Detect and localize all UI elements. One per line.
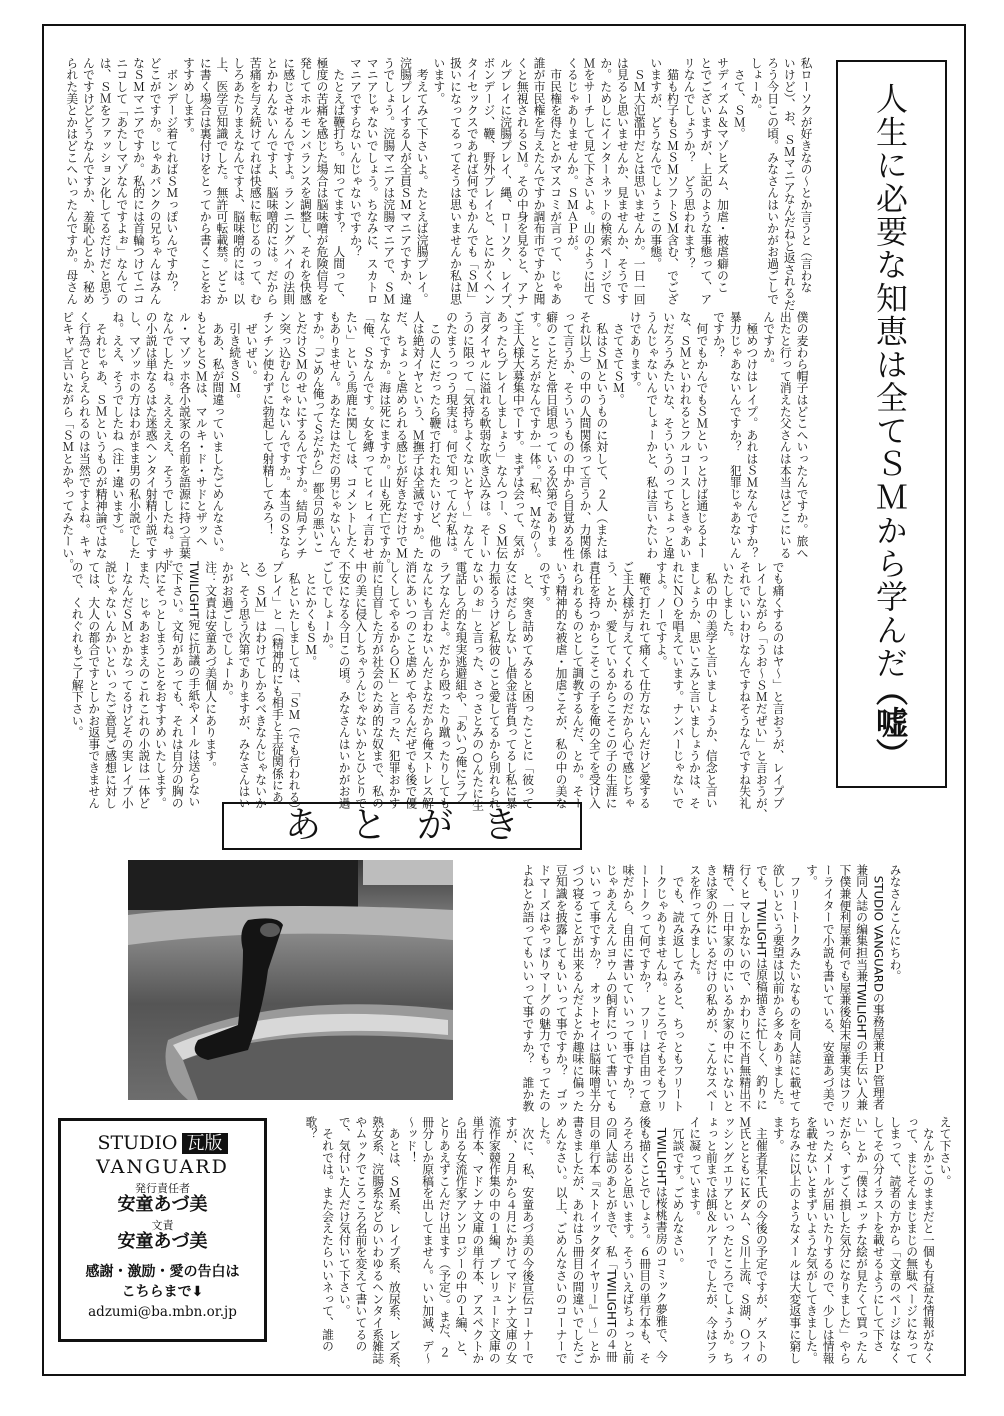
- text-column: リなんでしょうか？ どう思われます？: [682, 57, 697, 270]
- text-column: いいって事ですか？ オットセイは脳味噌半分: [587, 864, 602, 1112]
- text-column: なんにも言わないんだよなだから俺ストレス解: [420, 561, 435, 809]
- contact-line-2: こちらまで⬇: [121, 1284, 204, 1300]
- text-column: ましょうか、思いこみと言いましょうかは、そ: [687, 561, 702, 809]
- text-column: してその分イラストを載せるようにして下さ: [871, 1116, 886, 1352]
- text-column: だから、すごく損した気分になりました」やら: [837, 1116, 852, 1364]
- text-column: で、気付いた人だけ気付いて下さい。: [337, 1116, 352, 1317]
- text-column: と、そう思う次第でありますが、みなさんはい: [237, 561, 251, 809]
- text-column: 私ローソクが好きなの〜とか言うと（言わな: [799, 57, 813, 293]
- text-column: ごしでしょーか。: [320, 561, 335, 656]
- text-column: ないのぉ」と言った、さっさとみの○んたに生: [470, 561, 485, 811]
- text-column: ドマーズはやっぱりマーグの魅力でもってたの: [537, 864, 552, 1112]
- text-column: サディズム＆マゾヒズム、加虐・被虐癖のこ: [715, 57, 730, 293]
- text-column: 説じゃないんかいといったご意見ご感想に対し: [103, 561, 118, 809]
- text-column: また、じゃあおまえのこれこれの小説は一体ど: [136, 561, 151, 809]
- text-column: な、ＳＭといわれるとフルコースしときゃあい: [678, 311, 693, 559]
- text-column: ちなみに以上のようなメールは大変返事に窮し: [787, 1116, 802, 1364]
- text-column: すよ。ノーですよ。: [654, 561, 669, 668]
- text-column: 扱いになってるってそうは思いませんか私は思: [448, 57, 463, 305]
- text-column: いたしました。: [720, 561, 735, 644]
- text-column: られた美とかはどこへいったんですか。母さん: [64, 57, 79, 305]
- text-column: だ、ちょっと虐められる感じが好きなだけでＭ: [394, 311, 409, 559]
- text-column: う、とか、愛しているからこそこの子の生涯に: [604, 561, 619, 809]
- text-column: しょーか。: [748, 57, 763, 116]
- text-column: と、突き詰めてみると困ったことに「彼って: [520, 561, 535, 809]
- text-column: ね。ええ、そうでしたね（注・違います）。: [110, 311, 125, 542]
- title-note: （嘘）: [871, 674, 909, 770]
- text-column: ＳＭ大氾濫中だとは思いませんか。一日一回: [632, 57, 647, 305]
- text-column: みなさんこんにちわ。: [888, 864, 902, 982]
- text-column: ご主人様が与えてくれるのだから心で感じちゃ: [620, 561, 635, 809]
- sea-lion-statue-photo: [128, 860, 453, 1100]
- text-column: い」とか「僕はエッチな絵が見たくて買ったん: [854, 1116, 869, 1364]
- text-column: さてさてＳＭ。: [611, 311, 626, 406]
- text-column: それじゃあ、ＳＭというものが精神論ではな: [94, 311, 109, 559]
- afterword-heading: あとがき: [222, 802, 582, 850]
- text-column: この人にだったら鞭で打たれたいけど、他の: [427, 311, 442, 559]
- text-column: 下僕兼便利屋兼何でも屋兼後始末屋兼実はフリ: [837, 864, 852, 1112]
- text-column: 私の中の美学と言いましょうか、信念と言い: [704, 561, 719, 809]
- studio-label: STUDIO: [97, 1132, 178, 1154]
- text-column: STUDIO VANGUARDの事務屋兼ＨＰ管理者: [871, 864, 886, 1111]
- email-address: adzumi@ba.mbn.or.jp: [88, 1304, 237, 1320]
- text-column: 次に、私、安童あづ美の今後宣伝コーナーで: [520, 1116, 535, 1364]
- text-column: ン突っ込むんじゃないんですか。本当のＳなら: [277, 311, 292, 559]
- text-column: んですけどどうなんですか、羞恥心とか、秘め: [81, 57, 96, 305]
- contact-line-1: 感謝・激励・愛の告白は: [85, 1264, 240, 1280]
- text-column: ーライターで小説も書いている、安童あづ美で: [821, 864, 836, 1112]
- text-column: ル・マゾッホ各小説家の名前を語源に持つ言葉: [177, 311, 192, 559]
- text-column: ああ、私が間違っていましたごめんなさい。: [210, 311, 225, 559]
- text-column: 責任を持つからこそこの子を俺の全てを受け入: [587, 561, 602, 809]
- text-column: えて下さい。: [938, 1116, 952, 1187]
- author-label: 文責: [151, 1219, 174, 1232]
- text-column: 誰が市民権を与えたんですか調布市ですかと聞: [532, 57, 546, 305]
- text-column: 単行本、マドンナ文庫の単行本、アスペクトか: [470, 1116, 485, 1364]
- text-column: ニコして「あたしマゾなんですよぉ」なんての: [114, 57, 129, 305]
- text-column: 精で、一日中家の中にいるか家の中にいないと: [721, 864, 736, 1112]
- text-column: 電話しろ的な現実逃避組や、「あいつ俺にラブ: [453, 561, 468, 803]
- text-column: タイセックスであれば何でもかんでも「ＳＭ」: [465, 57, 480, 305]
- text-column: の同人誌のあとがきで、私「TWILIGHTの４冊: [604, 1116, 619, 1363]
- text-column: の小説は単なるはた迷惑ヘンタイ射精小説です: [144, 311, 159, 559]
- kawaraban-badge: 瓦版: [182, 1133, 228, 1154]
- text-column: 何でもかんでもＳＭといっとけば通じるよー: [694, 311, 709, 559]
- text-column: 中の美に侵入しちゃうんじゃないかとひとりで: [353, 561, 368, 809]
- text-column: 目の単行本『ストイックダイヤリー』〜」とか: [587, 1116, 602, 1364]
- text-column: うんじゃないんでしょーかと、私は言いたいわ: [644, 311, 659, 559]
- text-column: づつ寝ることが出来るんだよとか趣味に偏った: [570, 864, 585, 1112]
- publisher-label: 発行責任者: [135, 1182, 190, 1195]
- page-title: 人生に必要な知恵は全てＳＭから学んだ: [871, 82, 909, 680]
- text-column: く行為でとらえられるのは当然ですよね。キャ: [77, 311, 92, 559]
- text-column: ピキャピ言いながら「ＳＭとかやってみたーい。: [60, 311, 75, 571]
- text-column: 前に自首した方が社会のため的な奴まで、私の: [370, 561, 385, 809]
- text-column: なＳＭマニアですか。私的には首輪つけてニコ: [131, 57, 146, 305]
- text-column: すか。「ごめん俺ってＳだから」都合の悪いこ: [311, 311, 326, 553]
- text-column: きは家の外にいるだけの私めが、こんなスペー: [704, 864, 719, 1112]
- text-column: 女にはだらしないし借金は背負ってるし私に暴: [504, 561, 518, 809]
- text-column: フリートークみたいなものを同人誌に載せて: [787, 864, 802, 1112]
- text-column: 人は絶対イヤという、Ｍ撫子は全滅ですか。た: [411, 311, 426, 559]
- text-column: 不安になる今日この頃。みなさんはいかがお過: [337, 561, 352, 809]
- text-column: 暴力じゃあないんですか？ 犯罪じゃあないん: [728, 311, 743, 559]
- text-column: は見ると思いませんか、見ませんか、そうです: [615, 57, 630, 305]
- text-column: じゃあえんえんヨウムの飼育について書いても: [604, 864, 619, 1112]
- text-column: か。ためしにインターネットの検索ページでＳ: [598, 57, 613, 305]
- text-column: は、ＳＭをファッション化してるだけだと思う: [98, 57, 113, 305]
- text-column: 言ダイヤルに溢れる軟弱な吹き込みは。そーい: [477, 311, 492, 559]
- text-column: なんですか。海は死にますか。山も死亡ですか。: [377, 311, 392, 571]
- text-column: ぜいぜい。: [244, 311, 259, 382]
- text-column: います。: [431, 57, 446, 105]
- text-column: 熟女系、浣腸系などのいわゆるヘンタイ系雑誌: [370, 1116, 385, 1364]
- text-column: に書く場合は裏付けをとってから書くことをお: [198, 57, 213, 305]
- text-column: 市民権を得たとかマスコミが言って、じゃあ: [548, 57, 563, 305]
- text-column: それ以上）の中の人間関係って言うか、力関係: [578, 311, 593, 559]
- text-column: 冊分しか原稿を出してません。いい加減、デ〜: [420, 1116, 435, 1364]
- text-column: し、マゾッホの方はわがまま男の私小説でした: [127, 311, 142, 559]
- text-column: ょっと前までは餌＆ルアーでしたが、今はフラ: [704, 1116, 719, 1364]
- text-column: マニアですらないんじゃないですか？: [348, 57, 363, 258]
- text-column: うのに限って「気持ちよくないとヤ〜」なんて: [461, 311, 476, 559]
- publisher-name: 安童あづ美: [117, 1194, 208, 1215]
- text-column: ろそろ出ると思います。そういえばちょっと前: [620, 1116, 635, 1364]
- text-column: いけど）、お、ＳＭマニアなんだねと返されるだ: [782, 57, 797, 311]
- text-column: 私といたしましては、「ＳＭ（でも行われる）: [287, 561, 302, 815]
- afterword-tier-2: [302, 1116, 953, 1376]
- essay-tier-3: [68, 561, 786, 821]
- text-column: さて、ＳＭ。: [732, 57, 747, 140]
- text-column: くと無視されるＳＭ。その中身を見ると、アナ: [515, 57, 530, 305]
- text-column: もともとＳＭは、マルキ・ド・サドとザッヘ: [194, 311, 209, 547]
- text-column: とりあえずこんだけ出ます（予定）。まだ、２: [437, 1116, 452, 1358]
- text-column: Ｍをサーチして見て下さいよ。山のように出て: [582, 57, 597, 305]
- text-column: ボンデージ着てればＳＭっぽいんですか？: [164, 57, 179, 293]
- text-column: Ｍ氏とともにＫダム、Ｓ川上流、Ｓ湖、Ｏフィ: [737, 1116, 752, 1364]
- text-column: ートークって何ですか？ フリーは自由って意: [637, 864, 652, 1112]
- text-column: 鞭で打たれて痛くて仕方ないんだけど愛する: [637, 561, 652, 809]
- afterword-tier-1: [519, 864, 903, 1112]
- text-column: TWILIGHT宛に抗議の手紙やメールは送らない: [186, 561, 201, 808]
- text-column: って、まじそんまじまじの無駄ページになって: [904, 1116, 919, 1364]
- text-column: 行くヒマしかないので、かわりに不肖無精出不: [737, 864, 752, 1112]
- text-column: 極度の苦痛を感じた場合は脳味噌が危険信号を: [315, 57, 330, 305]
- text-column: めんなさい。以上、ごめんなさいのコーナーで: [554, 1116, 569, 1364]
- text-column: たい」という馬鹿に関しては、コメントしたく: [344, 311, 359, 559]
- text-column: んですか。: [761, 311, 776, 370]
- text-column: いったメールが届いたりするので、少しは情報: [821, 1116, 836, 1364]
- text-column: たとえば鞭打ち。知ってます？ 人間って、: [331, 57, 346, 305]
- text-column: いだろうみたいな、そういうのってちょっと違: [661, 311, 676, 559]
- text-column: あとは、ＳＭ系、レイプ系、放尿系、レズ系、: [387, 1116, 402, 1376]
- title-box: [836, 60, 947, 788]
- text-column: いますが、どうなんでしょうこの事態。: [648, 57, 663, 270]
- text-column: 引き続きＳＭ。: [227, 311, 242, 406]
- text-column: 冗談です。ごめんなさい。: [671, 1116, 685, 1270]
- text-column: チンチン使わずに勃起して射精してみろ！: [261, 311, 275, 536]
- text-column: ですか？: [711, 311, 726, 359]
- text-column: した。: [537, 1116, 552, 1152]
- text-column: ラブなんだよ。だから殴ったり蹴ったりしても: [437, 561, 452, 809]
- text-column: る）ＳＭ」はわけてしかるべきなんじゃないか: [253, 561, 268, 809]
- text-column: でも、読み返してみると、ちっともフリート: [671, 864, 686, 1112]
- text-column: あったらプレイしましょう」なんつー、ＳＭ伝: [494, 311, 509, 559]
- text-column: ーなんだＳＭとかなってるけどその実レイプ小: [120, 561, 135, 809]
- text-column: うでしょう。浣腸マニアは浣腸マニアで、ＳＭ: [381, 57, 396, 305]
- studio-name-line: [61, 1131, 264, 1156]
- text-column: って言うか、そういうものの中から目覚める性: [561, 311, 576, 559]
- text-column: 歌？: [303, 1116, 318, 1140]
- text-column: のたまうっつう現実は。何で知ってんだ私は。: [444, 311, 459, 559]
- text-column: 注：文責は安童あづ美個人にあります。: [203, 561, 218, 774]
- text-column: れにＮＯを唱えています。ナンバーじゃないで: [670, 561, 685, 809]
- text-column: 出たと行って消えた父さんは本当はどこにいる: [778, 311, 793, 559]
- text-column: す。ところがなんですか一体。「私、Ｍなの〜。: [528, 311, 542, 565]
- text-column: 「俺、Ｓなんです。女を縛ってヒィヒィ言わせ: [361, 311, 376, 559]
- text-column: どこがですか。じゃあパンクの兄ちゃんはみん: [148, 57, 163, 305]
- text-column: なんでしたね。えええええ、そうでしたね。サド: [160, 311, 175, 571]
- text-column: 浣腸プレイする人が全員ＳＭマニアですか、違: [398, 57, 413, 305]
- text-column: 豆知識を披露してもいいって事ですか？ ゴッ: [554, 864, 569, 1112]
- text-column: ます。: [771, 1116, 786, 1152]
- text-column: レイしながら「うお〜ＳＭだぜい」と言おうが、: [754, 561, 769, 821]
- text-column: しろあたりまえなんですよ、脳味噌的には。以: [231, 57, 246, 305]
- text-column: 内にそっとしまうことをおすすめいたします。: [153, 561, 168, 809]
- text-column: 消にあいつのこと虐めてやるんだぜでも後で優: [403, 561, 418, 809]
- text-column: 欲しいという要望は以前から多々ありました。: [771, 864, 786, 1112]
- text-column: 私はＳＭというものに対して、２人（または: [594, 311, 609, 559]
- text-column: す。: [804, 864, 819, 888]
- text-column: 味だから、自由に書いていいって事ですか？: [621, 864, 635, 1100]
- text-column: 苦痛を与え続けてれば快感に転じるのって、む: [248, 57, 263, 305]
- text-column: 考えてみて下さいよ。たとえば浣腸プレイ。: [415, 57, 430, 305]
- text-column: を載せないとまずいような気がしてきました。: [804, 1116, 819, 1364]
- text-column: ので、くれぐれもご了解下さい。: [70, 561, 85, 738]
- text-column: プレイ」と「（精神的にも相手と主従関係にあ: [270, 561, 285, 803]
- vanguard-label: VANGUARD: [96, 1156, 229, 1178]
- text-column: ッシングエリアといったところでしょうか。ち: [721, 1116, 736, 1364]
- text-column: ボンデージ、鞭、野外プレイと、とにかくヘン: [481, 57, 496, 305]
- text-column: 〜ッド！: [404, 1116, 418, 1164]
- text-column: すが、２月から４月にかけてマドンナ文庫の女: [504, 1116, 519, 1364]
- colophon-box: [58, 1118, 267, 1342]
- text-column: よねとか語ってもいいって事ですか？ 誰か教: [520, 864, 535, 1112]
- text-column: イに凝っています。: [687, 1116, 702, 1223]
- text-column: もありません。あなたはただの男じゃないんで: [327, 311, 342, 559]
- text-column: 書きましたが、あれは５冊目の間違いでしたご: [570, 1116, 585, 1364]
- text-column: かがお過ごしでしょーか。: [220, 561, 235, 703]
- text-column: 後も描くことでしょう。６冊目の単行本も、そ: [637, 1116, 652, 1364]
- text-column: ご主人様大募集中でーす。まずは会って、気が: [511, 311, 526, 559]
- text-column: 猫も杓子もＳＭＳＭソフトＳＭ含む、でござ: [665, 57, 680, 305]
- text-column: のです。: [537, 561, 552, 609]
- text-column: ら出る女流作家アンソロジーの中の１編、と、: [454, 1116, 469, 1364]
- author-name: 安童あづ美: [117, 1231, 208, 1252]
- text-column: とでございますが、上記のような事態って、ア: [698, 57, 713, 305]
- text-column: 兼同人誌の編集担当兼TWILIGHTの手伝い人兼: [854, 864, 869, 1111]
- essay-tier-2: [59, 311, 810, 571]
- text-column: 癖のことだと常日頃思っている次第でありま: [544, 311, 559, 547]
- text-column: ろう今日この頃。みなさんはいかがお過ごしで: [765, 57, 780, 305]
- text-column: 主催者某Ｔ氏の今後の予定ですが、ゲストの: [754, 1116, 769, 1364]
- text-column: すすめします。: [181, 57, 196, 140]
- text-column: いう精神的な被虐・加虐こそが、私の中の美な: [554, 561, 569, 809]
- text-column: 力振るうけど私彼のこと愛してるから別れられ: [487, 561, 502, 809]
- text-column: 上、医学豆知識でした。無許可転載禁。どこか: [214, 57, 229, 305]
- text-column: なんかこのままだと一個も有益な情報がなく: [921, 1116, 936, 1364]
- text-column: やムックでころころ名前を変えて書いてるの: [353, 1116, 368, 1352]
- text-column: 流作家競作集の中の１編、プレリュード文庫の: [487, 1116, 502, 1364]
- text-column: に感じさせるんですよ。ランニングハイの法則: [281, 57, 296, 305]
- text-column: で下さい。文句があっても、それは自分の胸の: [170, 561, 185, 809]
- text-column: 発してホルモンバランスを調整し、それを快感: [298, 57, 313, 305]
- text-column: スを作ってみました。: [687, 864, 702, 982]
- text-column: とかわんないんですよ、脳味噌的には。だから: [265, 57, 279, 305]
- text-column: でも痛くするのはヤ〜」と言おうが、レイププ: [771, 561, 785, 809]
- text-column: それでは。また会えたらいいネって、誰の: [320, 1116, 335, 1352]
- essay-tier-1: [63, 57, 814, 317]
- text-column: しまって、読者の方から「文章のページはなく: [887, 1116, 902, 1364]
- text-column: 僕の麦わら帽子はどこへいったんですか。旅へ: [795, 311, 809, 559]
- text-column: しくしてやるからＯＫ」と言った、犯罪おかす: [387, 561, 402, 809]
- text-column: ークじゃありませんね。ところでそもそもフリ: [654, 864, 669, 1112]
- text-column: それでいいわけなんですねそうなんですね失礼: [737, 561, 752, 809]
- text-column: けであります。: [628, 311, 643, 394]
- text-column: とにかくもＳＭ。: [303, 561, 318, 668]
- text-column: くるじゃありませんか。ＳＭＡＰが。: [565, 57, 580, 258]
- text-column: ては、大人の都合ですとしかお返事できません: [86, 561, 101, 809]
- text-column: でも、TWILIGHTは原稿描きに忙しく、釣りに: [754, 864, 769, 1111]
- text-column: ルプレイに浣腸プレイ、縄、ローソク、レイプ、: [498, 57, 513, 317]
- text-column: れられるものとして調教するんだ、とか。そー: [570, 561, 585, 809]
- text-column: 極めつけはレイプ。あれはＳＭなんですか？: [744, 311, 759, 559]
- text-column: TWILIGHTは桜桃書房のコミック夢雅で、今: [654, 1116, 669, 1363]
- text-column: とだけＳＭのせいにするんですか。結局チンチ: [294, 311, 309, 559]
- text-column: マニアじゃないでしょう。ちなみに、スカトロ: [365, 57, 380, 305]
